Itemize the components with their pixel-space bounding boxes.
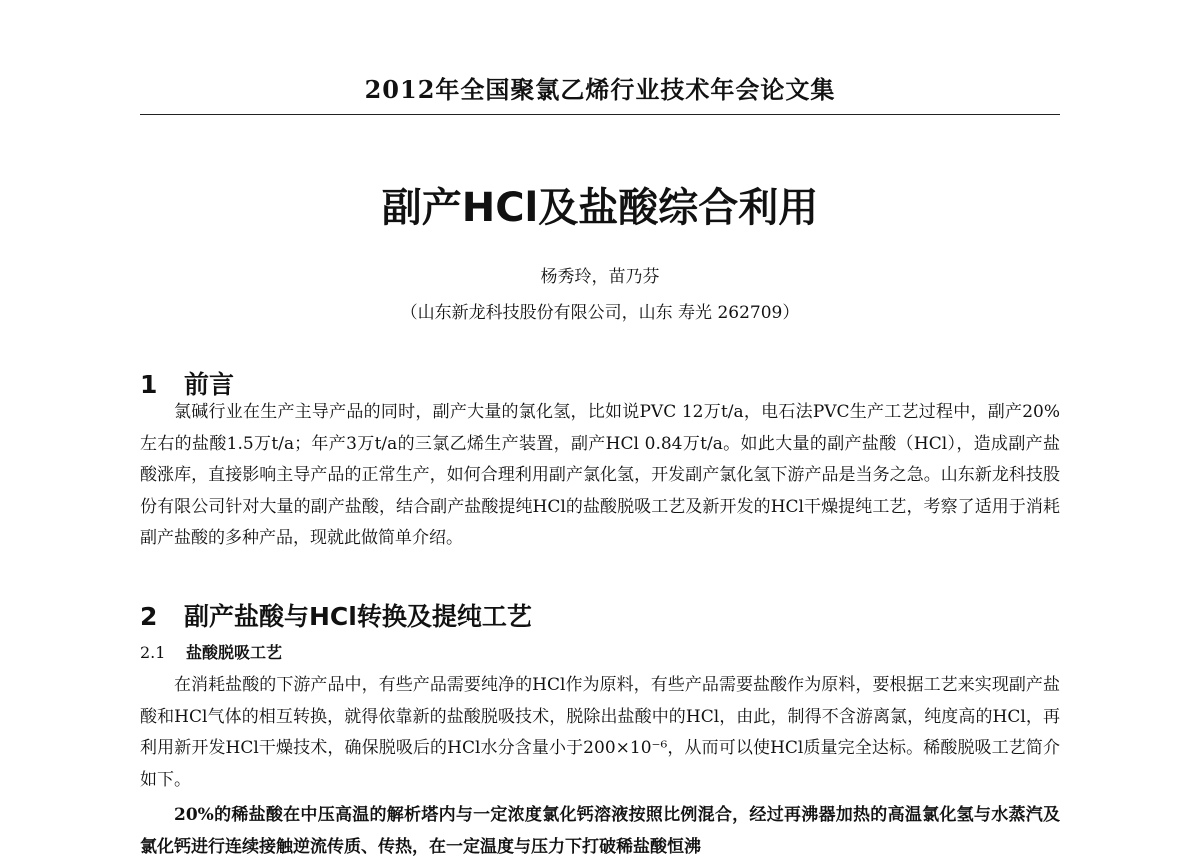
paragraph-desorption-1: 在消耗盐酸的下游产品中，有些产品需要纯净的HCl作为原料，有些产品需要盐酸作为原料，要根据工艺来实现副产盐酸和HCl气体的相互转换，就得依靠新的盐酸脱吸技术，脱除出盐酸中的HCl，由此，制得不含游离氯，纯度高的HCl，再利用新开发HCl干燥技术，确保脱吸后的HCl水分含量小于200×10⁻⁶，从而可以使HCl质量完全达标。稀酸脱吸工艺简介如下。 — [140, 675, 1060, 790]
paragraph-intro: 氯碱行业在生产主导产品的同时，副产大量的氯化氢，比如说PVC 12万t/a，电石法PVC生产工艺过程中，副产20%左右的盐酸1.5万t/a；年产3万t/a的三氯乙烯生产装置，副产HCl 0.84万t/a。如此大量的副产盐酸（HCl），造成副产盐酸涨库，直接影响主导产品的正常生产，如何合理利用副产氯化氢，开发副产氯化氢下游产品是当务之急。山东新龙科技股份有限公司针对大量的副产盐酸，结合副产盐酸提纯HCl的盐酸脱吸工艺及新开发的HCl干燥提纯工艺，考察了适用于消耗副产盐酸的多种产品，现就此做简单介绍。 — [140, 402, 1060, 548]
subsection-heading-2-1 — [140, 640, 1060, 663]
running-header: 2012年全国聚氯乙烯行业技术年会论文集 — [364, 75, 836, 104]
section-heading-1 — [140, 365, 1060, 401]
paragraph-desorption-2: 20%的稀盐酸在中压高温的解析塔内与一定浓度氯化钙溶液按照比例混合，经过再沸器加热的高温氯化氢与水蒸汽及氯化钙进行连续接触逆流传质、传热，在一定温度与压力下打破稀盐酸恒沸 — [140, 805, 1060, 857]
section-number: 2 — [140, 602, 158, 631]
section-number: 1 — [140, 370, 158, 399]
subsection-number: 2.1 — [140, 643, 166, 662]
section-title: 前言 — [184, 370, 235, 399]
header-rule — [140, 114, 1060, 115]
subsection-title: 盐酸脱吸工艺 — [186, 643, 283, 662]
section-heading-2 — [140, 597, 1060, 633]
paper-affiliation: （山东新龙科技股份有限公司，山东 寿光 262709） — [400, 303, 800, 323]
section-title: 副产盐酸与HCl转换及提纯工艺 — [184, 602, 532, 631]
paper-authors: 杨秀玲，苗乃芬 — [540, 267, 660, 287]
paper-title: 副产HCl及盐酸综合利用 — [381, 185, 819, 231]
